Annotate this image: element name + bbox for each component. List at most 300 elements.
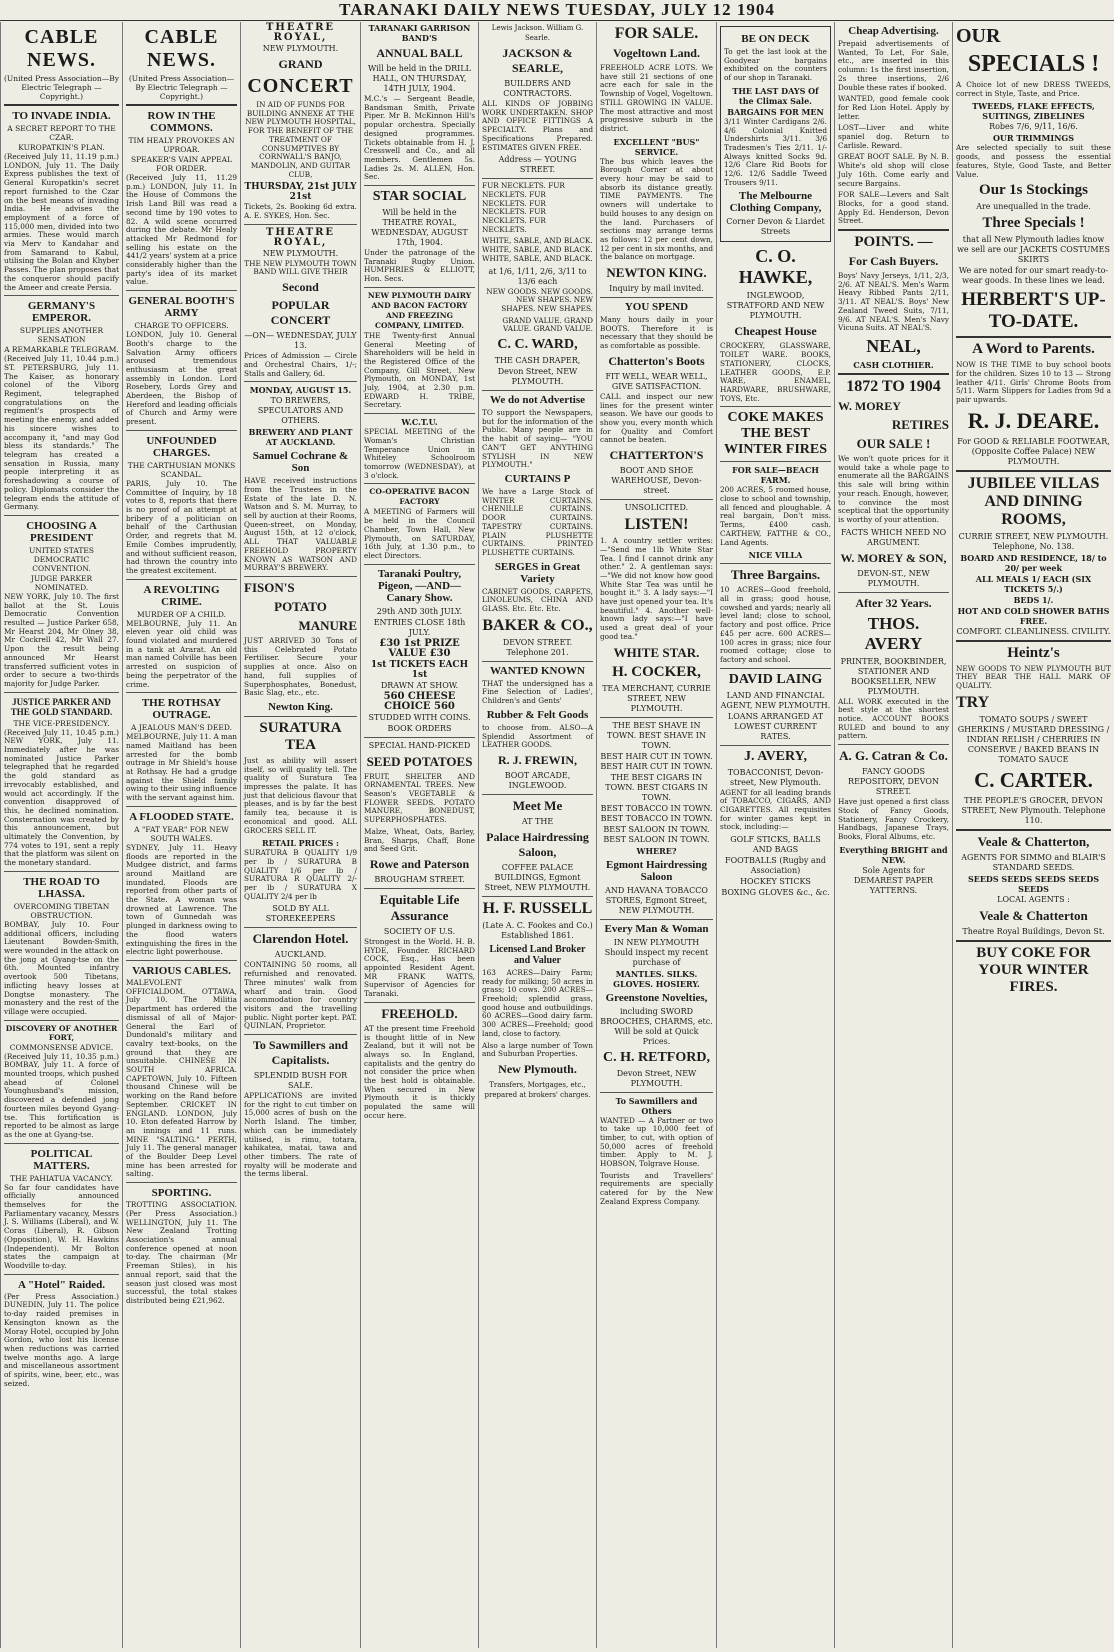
headline-commons: ROW IN THE COMMONS.: [147, 110, 216, 134]
catran-body: Have just opened a first class Stock of Fancy Goods, Stationery, Fancy Crockery, Handbags, Japanese Trays, Books, Floral Albums, etc.: [838, 797, 949, 841]
deare-title: R. J. DEARE.: [967, 407, 1100, 433]
subhead: A SECRET REPORT TO THE CZAR.: [7, 124, 116, 142]
headline-booth: GENERAL BOOTH'S ARMY: [128, 295, 235, 320]
newton-king: Newton King.: [268, 700, 333, 713]
rowe-paterson: Rowe and Paterson: [369, 856, 470, 871]
advertise-body: TO support the Newspapers, but for the information of the Public. Many people are in the habit of saying— "YOU CAN'T GET ANYTHING STYLISH IN NEW PLYMOUTH.": [482, 408, 593, 470]
comfort: COMFORT. CLEANLINESS. CIVILITY.: [956, 626, 1111, 636]
listen-title: LISTEN!: [624, 516, 689, 534]
book-orders: BOOK ORDERS: [387, 723, 452, 733]
star-body: Will be held in the THEATRE ROYAL, WEDNESDAY, AUGUST 17th, 1904.: [371, 208, 468, 248]
beds: BEDS 1/.: [1013, 594, 1054, 605]
laing-loans: LOANS ARRANGED AT LOWEST CURRENT RATES.: [727, 711, 824, 741]
specials-body: A Choice lot of new DRESS TWEEDS, correct in Style, Taste, and Price.: [956, 80, 1111, 98]
subhead: SPEAKER'S VAIN APPEAL FOR ORDER.: [131, 155, 232, 173]
melbourne-sub: Corner Devon & Liardet Streets: [726, 217, 825, 237]
retires-title: RETIRES: [891, 416, 949, 432]
article-body: LONDON, July 10. General Booth's charge to the Salvation Army officers aroused tremendous enthusiasm at the great assembly in London. Lord Rosebery, Lords Grey and Aberdeen, the Bishop of Hereford and leading officials of Church and Army were present.: [126, 330, 237, 427]
golf: GOLF STICKS, BALLS AND BAGS: [730, 835, 821, 855]
headline-rothsay: THE ROTHSAY OUTRAGE.: [141, 697, 222, 722]
auction-brewery: BREWERY AND PLANT AT AUCKLAND.: [248, 427, 353, 448]
jackson-title: JACKSON & SEARLE,: [502, 46, 573, 75]
column-ads-3: [240, 22, 360, 1648]
concert-title: CONCERT: [247, 75, 354, 97]
headline-fort: DISCOVERY OF ANOTHER FORT,: [5, 1023, 118, 1042]
egmont-sub: AND HAVANA TOBACCO STORES, Egmont Street, NEW PLYMOUTH.: [605, 885, 708, 915]
subhead: SUPPLIES ANOTHER SENSATION: [19, 326, 104, 345]
dairy-body: THE Twenty-first Annual General Meeting of Shareholders will be held in the Registered Office of the Company, Gill Street, New Plymouth, on MONDAY, 1st July, 1904, at 2.30 p.m. EDWARD H. TRIBE, Secretary.: [364, 330, 475, 410]
seed-list: Malze, Wheat, Oats, Barley, Bran, Sharps, Chaff, Bone and Seed Grit.: [364, 826, 475, 854]
retford-title: C. H. RETFORD,: [603, 1049, 710, 1065]
ward-title: C. C. WARD,: [497, 337, 578, 353]
palace-title: Palace Hairdressing Saloon,: [486, 829, 589, 859]
laing-title: DAVID LAING: [728, 671, 823, 687]
morey-son-sub: DEVON-ST., NEW PLYMOUTH.: [857, 568, 930, 588]
herbert-title: HERBERT'S UP-TO-DATE.: [961, 289, 1106, 333]
equitable-body: Strongest in the World. H. B. HYDE, Founder. RICHARD COCK, Esq., Has been appointed Resident Agent. MR FRANK WATTS, Supervisor of Agencies for Taranaki.: [364, 936, 475, 999]
prize-2: 1st TICKETS EACH 1st: [370, 659, 469, 680]
three-specials: Three Specials !: [982, 215, 1085, 232]
subhead: THE PAHIATUA VACANCY.: [10, 1173, 113, 1183]
jackson-address: Address — YOUNG STREET.: [498, 155, 577, 175]
fur-necklets: FUR NECKLETS. FUR NECKLETS. FUR NECKLETS. FUR NECKLETS. FUR NECKLETS. FUR NECKLETS.: [482, 181, 565, 234]
every-sub: IN NEW PLYMOUTH Should inspect my recent purchase of: [604, 937, 709, 967]
egmont-saloon: Egmont Hairdressing Saloon: [606, 858, 707, 883]
robes: Robes 7/6, 9/11, 16/6.: [989, 122, 1078, 132]
sawmillers-body: WANTED — A Partner or two to take up 10,000 feet of timber, to cut, with option of 50,000 acres of freehold timber. Apply to M. J. HOBSON, Tolgrave House.: [600, 1115, 713, 1169]
baker-sub: DEVON STREET. Telephone 201.: [502, 637, 573, 657]
cheapest-house: Cheapest House: [734, 324, 817, 339]
wctu-heading: W.C.T.U.: [401, 417, 438, 428]
chatterton-2-sub: BOOT AND SHOE WAREHOUSE, Devon-street.: [611, 466, 702, 496]
catran-title: A. G. Catran & Co.: [839, 748, 948, 764]
classified-wanted: WANTED, good female cook for Red Lion Hotel. Apply by letter.: [838, 94, 949, 121]
our-label: OUR: [956, 25, 1001, 47]
stockings-body: Are unequalled in the trade.: [976, 202, 1091, 212]
best-shave: THE BEST SHAVE IN TOWN. BEST SHAVE IN TOWN.: [607, 720, 706, 750]
headline-hotel-raided: A "Hotel" Raided.: [17, 1278, 106, 1291]
subhead: MURDER OF A CHILD.: [136, 609, 227, 619]
chatterton-body: CALL and inspect our new lines for the present winter season. We have our goods to show you, every month which for Quality and Comfort cannot be beaten.: [600, 391, 713, 445]
article-body: SYDNEY, July 11. Heavy floods are reported in the Mudgee district, and farms around Maitland are inundated. Floods are reported from other parts of the State. A woman was drowned at Lawrence. The town of Gunnedah was plunged in darkness owing to the flood waters extinguishing the fires in the electric light powerhouse.: [126, 842, 237, 957]
subhead: KUROPATKIN'S PLAN.: [18, 143, 105, 152]
freehold-title: FREEHOLD.: [381, 1005, 458, 1021]
curtains-title: CURTAINS P: [504, 472, 571, 485]
chatterton-2: CHATTERTON'S: [609, 448, 704, 463]
ball-detail: M.C.'s — Sergeant Beadle, Bandsman Smith, Private Piper. Mr B. McKinnon Hill's popular orchestra. Specially designed programmes. Tickets obtainable from H. J. Cresswell and Co., and all members. Gentlemen 5s. Ladies 2s. M. ALLEN, Hon. Sec.: [364, 94, 475, 182]
jackson-sub: BUILDERS AND CONTRACTORS.: [503, 79, 572, 98]
wanted-known: WANTED KNOWN: [489, 664, 586, 677]
equitable-title: Equitable Life Assurance: [379, 891, 460, 923]
second-label: Second: [282, 280, 319, 295]
points-title: POINTS. —: [854, 234, 933, 251]
article-body: (Received July 11, 10.44 p.m.) ST. PETERSBURG, July 11. The Kaiser, as honorary colonel of the Viborg Regiment, telegraphed congratulations on the regiment's prospects of meeting the enemy, and added his sincere wishes to accompany it, "and may God bless its standards." The telegram has created a sensation in Russia, many people interpreting it as foreshadowing a course of policy. Diplomats consider the telegram ends the attitude of Germany.: [4, 354, 119, 512]
russell-sub: (Late A. C. Fookes and Co.) Established 1861.: [482, 920, 593, 940]
article-body: (Received July 11, 11.29 p.m.) LONDON, July 11. In the House of Commons the Irish Land Bill was read a second time by 190 votes to 82. A wild scene occurred during the debate. Mr Healy attacked Mr Redmond for selling his estate on the 441/2 years' system at a price considerably higher than the party's idea of its market value.: [126, 173, 237, 287]
col1-subtitle: (United Press Association—By Electric Telegraph — Copyright.): [4, 74, 119, 101]
transfers: Transfers, Mortgages, etc., prepared at brokers' charges.: [484, 1080, 591, 1099]
article-body: (Received July 11, 10.35 p.m.) BOMBAY, July 11. A force of mounted troops, which pushed ahead of Colonel Younghusband's mission, discovered a defended jong fourteen miles beyond Gyang-tse. This fortification is reported to be almost as large as the one at Gyang-tse.: [4, 1051, 119, 1139]
seeds-list: SEEDS SEEDS SEEDS SEEDS SEEDS: [967, 873, 1100, 894]
column-ads-4: [360, 22, 478, 1648]
band-body: THE NEW PLYMOUTH TOWN BAND WILL GIVE THEIR: [244, 258, 357, 277]
article-body: NEW YORK, July 10. The first ballot at the St. Louis Democratic Convention resulted — Justice Parker 658, Mr Hearst 204, Mr Olney 38, Mr Cockrell 42, Mr Wall 27. Upon the result being announced Mr Hearst transferred sufficient votes in order to secure a two-thirds majority for Judge Parker.: [4, 591, 119, 688]
sold-by: SOLD BY ALL STOREKEEPERS: [265, 904, 336, 924]
column-ads-8: [834, 22, 952, 1648]
nice-villa: NICE VILLA: [748, 550, 803, 561]
try-list: TOMATO SOUPS / SWEET GHERKINS / MUSTARD DRESSING / INDIAN RELISH / CHERRIES IN CONSERVE / BAKED BEANS IN TOMATO SAUCE: [957, 714, 1110, 764]
poultry-date: 29th AND 30th JULY.: [376, 606, 463, 616]
where: WHERE?: [636, 845, 677, 856]
entries-close: ENTRIES CLOSE 18th JULY.: [373, 617, 466, 637]
palace-sub: COFFEE PALACE BUILDINGS, Egmont Street, NEW PLYMOUTH.: [484, 862, 591, 892]
deare-sub: For GOOD & RELIABLE FOOTWEAR, (Opposite Coffee Palace) NEW PLYMOUTH.: [957, 436, 1110, 466]
suburban: Also a large number of Town and Suburban Properties.: [482, 1040, 593, 1059]
russell-title: H. F. RUSSELL: [482, 899, 593, 917]
yatterns: Sole Agents for DEMAREST PAPER YATTERNS.: [853, 865, 934, 895]
our-sale: OUR SALE !: [856, 435, 931, 451]
mantles: MANTLES. SILKS. GLOVES. HOSIERY.: [613, 968, 700, 989]
thos-avery-sub: PRINTER, BOOKBINDER, STATIONER AND BOOKSELLER, NEW PLYMOUTH.: [840, 656, 947, 696]
frewin-sub: BOOT ARCADE, INGLEWOOD.: [504, 770, 571, 790]
article-body: (Received July 11, 10.45 p.m.) NEW YORK, July 11. Immediately after he was nominated Justice Parker telegraphed that he regarded the gold standard as irrevocably established, and would act accordingly. If the convention disapproved of this, he declined nomination. Consternation was created by this announcement, but ultimately the Convention, by 774 votes to 191, sent a reply that the platform was silent on the monetary standard.: [4, 727, 119, 868]
serges-body: CABINET GOODS, CARPETS, LINOLEUMS, CHINA AND GLASS. Etc. Etc. Etc.: [482, 586, 593, 614]
newton-king-2: NEWTON KING.: [606, 265, 707, 281]
advertise-title: We do not Advertise: [489, 394, 586, 407]
carter-sub: THE PEOPLE'S GROCER, DEVON STREET, New Plymouth. Telephone 110.: [961, 795, 1106, 825]
auction-notice: TO BREWERS, SPECULATORS AND OTHERS.: [257, 396, 344, 426]
excellent-body: The bus which leaves the Borough Corner at about every hour may be said to absorb its distance greatly. TIME PAYMENTS. The owners will undertake to build houses to any design on the land. Purchasers of sections may arrange terms as follows: 12 per cent down, 12 per cent in six months, and the balance on mortgage.: [600, 156, 713, 262]
greenstone-title: Greenstone Novelties,: [605, 991, 708, 1004]
wctu-body: SPECIAL MEETING of the Woman's Christian Temperance Union in Whiteley Schoolroom tomorrow (WEDNESDAY), at 3 o'clock.: [364, 427, 475, 480]
curtains-body: We have a Large Stock of WINTER CURTAINS. CHENILLE CURTAINS. DOOR CURTAINS. TAPESTRY CURTAINS. PLAIN PLUSHETTE CURTAINS. PRINTED PLUSHETTE CURTAINS.: [482, 486, 593, 557]
three-body: that all New Plymouth ladies know we sell are our JACKETS COSTUMES SKIRTS: [957, 235, 1110, 265]
beach-farm: FOR SALE—BEACH FARM.: [732, 465, 819, 486]
article-body: TROTTING ASSOCIATION. (Per Press Association.) WELLINGTON, July 11. The New Zealand Trotting Association's annual conference opened at noon to-day. The chairman (Mr Freeman Stiles), in his annual report, said that the season just closed was most successful, the total stakes distributed being £21,962.: [126, 1200, 237, 1305]
grand-label: GRAND: [278, 57, 323, 71]
theatre-heading: THEATRE ROYAL,: [265, 22, 336, 43]
suratura-body: Just as ability will assert itself, so will quality tell. The quality of Suratura Tea impresses the palate. It has just that delicious flavour that pleases, and is by far the best family tea, because it is economical and good. ALL GROCERS SELL IT.: [244, 755, 357, 835]
fison-title: FISON'S: [244, 579, 295, 595]
hockey: HOCKEY STICKS: [740, 877, 811, 887]
article-body: (Per Press Association.) DUNEDIN, July 11. The police to-day raided premises in Kensington known as the Moray Hotel, occupied by John Gordon, who lost his license when reductions was carried twelve months ago. A large and miscellaneous assortment of spirits, wine, beer, etc., was seized.: [4, 1291, 119, 1388]
boxing: BOXING GLOVES &c., &c.: [721, 888, 830, 898]
theatre-location-2: NEW PLYMOUTH.: [262, 248, 339, 258]
neal-sub: CASH CLOTHIER.: [853, 359, 934, 370]
parents-body: NOW IS THE TIME to buy school boots for the children. Sizes 10 to 13 — Strong leather 4/11. Girls' Chrome Boots from 5/11. Warm Slippers for Ladies from 9d a pair upwards.: [956, 360, 1111, 405]
best-saloon: BEST SALOON IN TOWN. BEST SALOON IN TOWN.: [603, 824, 710, 844]
hawke-sub: INGLEWOOD, STRATFORD AND NEW PLYMOUTH.: [726, 291, 825, 321]
thos-avery: THOS. AVERY: [864, 613, 923, 653]
frewin-title: R. J. FREWIN,: [497, 752, 577, 767]
rubber-body: to choose from. ALSO—A Splendid Assortment of LEATHER GOODS.: [482, 722, 593, 750]
board: BOARD AND RESIDENCE, 18/ to 20/ per week: [960, 552, 1107, 573]
subhead: A "FAT YEAR" FOR NEW SOUTH WALES.: [134, 824, 229, 843]
headline-crime: A REVOLTING CRIME.: [143, 583, 220, 608]
cocker-title: H. COCKER,: [612, 663, 701, 680]
clarendon-location: AUCKLAND.: [274, 950, 327, 960]
three-bargains-body: 10 ACRES—Good freehold, all in grass; good house, cowshed and yards; nearly all level land; close to school, factory and post office. Price £45 per acre. 600 ACRES—100 acres in grass; nice four roomed cottage; close to factory and school.: [720, 585, 831, 664]
freehold-body: AT the present time Freehold is thought little of in New Zealand, but it will not be always so. In England, capitalists and the gentry do not consider the price when the best hold is obtainable. When secured in New Plymouth it is thickly populated the same will occur here.: [364, 1023, 475, 1120]
classified-lost: LOST—Liver and white spaniel dog. Return to Carlisle. Reward.: [838, 123, 949, 150]
cheapest-list: CROCKERY, GLASSWARE, TOILET WARE. BOOKS, STATIONERY, CLOCKS, LEATHER GOODS, E.P. WARE, ENAMEL, HARDWARE, BRUSHWARE, TOYS, Etc.: [720, 341, 831, 403]
dairy-heading: NEW PLYMOUTH DAIRY AND BACON FACTORY AND FREEZING COMPANY, LIMITED.: [367, 290, 472, 330]
tweeds: TWEEDS, FLAKE EFFECTS, SUITINGS, ZIBELINES: [972, 101, 1095, 122]
white-star: WHITE STAR.: [613, 644, 700, 660]
deck-ad: [720, 26, 831, 242]
column-ads-5: [478, 22, 596, 1648]
trimmings-body: Are selected specially to suit these goods, and possess the essential features, Style, Good Taste, and Better Value.: [956, 143, 1111, 179]
avery-title: J. AVERY,: [744, 748, 807, 764]
everything: Everything BRIGHT and NEW.: [839, 844, 948, 865]
sawmill-sub: SPLENDID BUSH FOR SALE.: [253, 1071, 348, 1091]
avery-body: AGENT for all leading brands of TOBACCO, CIGARS, AND CIGARETTES. All requisites for winter games kept in stock, including:—: [720, 787, 831, 832]
manure-title: MANURE: [298, 617, 357, 633]
coke-ad: COKE MAKES THE BEST WINTER FIRES: [723, 410, 828, 458]
buy-coke: BUY COKE FOR YOUR WINTER FIRES.: [976, 944, 1091, 995]
specials-title: SPECIALS !: [967, 51, 1100, 77]
bargains-list: 3/11 Winter Cardigans 2/6. 4/6 Colonial Knitted Undershirts 3/11. 3/6 Tradesmen's Ties 2/11. 1/- Always knitted Socks 9d. 12/6 Clare Rid Boots for 12/6. 12/6 Saddle Tweed Trousers 9/11.: [724, 116, 827, 187]
sawmill-title: To Sawmillers and Capitalists.: [253, 1038, 348, 1068]
retail-prices: RETAIL PRICES :: [261, 838, 339, 849]
fur-colors: WHITE, SABLE, AND BLACK. WHITE, SABLE, AND BLACK. WHITE, SABLE, AND BLACK.: [482, 236, 593, 263]
deck-title: BE ON DECK: [741, 33, 810, 45]
veale-2-sub: Theatre Royal Buildings, Devon St.: [962, 926, 1105, 936]
headline-president: CHOOSING A PRESIDENT: [26, 519, 97, 544]
meet-me: Meet Me: [512, 797, 563, 813]
football: FOOTBALLS (Rugby and Association): [725, 856, 826, 876]
subhead: A REMARKABLE TELEGRAM.: [4, 345, 119, 355]
equitable-sub: SOCIETY OF U.S.: [383, 926, 456, 936]
subhead: THE VICE-PRESIDENCY.: [13, 718, 110, 728]
spend-body: Many hours daily in your BOOTS. Therefore it is necessary that they should be as comfortable as possible.: [600, 315, 713, 351]
concert-body: IN AID OF FUNDS FOR BUILDING ANNEXE AT THE NEW PLYMOUTH HOSPITAL, FOR THE BENEFIT OF THE TREATMENT OF CONSUMPTIVES BY CORNWALL'S BANJO, MANDOLIN, AND GUITAR CLUB,: [245, 100, 356, 179]
column-ads-6: [596, 22, 716, 1648]
popular-prices: Prices of Admission — Circle and Orchestral Chairs, 1/-; Stalls and Gallery, 6d.: [244, 351, 357, 378]
column-cable-news: [0, 22, 122, 1648]
hawke-title: C. O. HAWKE,: [738, 246, 813, 288]
headline-parker: JUSTICE PARKER AND THE GOLD STANDARD.: [10, 696, 113, 717]
cheap-advertising: Cheap Advertising.: [848, 25, 939, 37]
carter-title: C. CARTER.: [974, 767, 1093, 792]
tourists: Tourists and Travellers' requirements are specially catered for by the New Zealand Express Company.: [600, 1170, 713, 1206]
cochrane-body: HAVE received instructions from the Trustees in the Estate of the late D. N. Watson and S. M. Murray, to sell by auction at their Rooms, Queen-street, on Monday, August 15th, at 12 o'clock, ALL THAT VALUABLE FREEHOLD PROPERTY KNOWN AS WATSON AND MURRAY'S BREWERY.: [244, 476, 357, 573]
seed-title: SEED POTATOES: [366, 753, 473, 769]
best-tobacco: BEST TOBACCO IN TOWN. BEST TOBACCO IN TOWN.: [600, 803, 713, 823]
column-cable-news-2: [122, 22, 240, 1648]
broker-body: 163 ACRES—Dairy Farm; ready for milking; 50 acres in grass; 10 cows. 200 ACRES—Freehold; splendid grass, good house and outbuildings. 60 ACRES—Good dairy farm. 300 ACRES—Freehold; good land, close to factory.: [482, 967, 593, 1038]
article-body: MELBOURNE, July 11. An eleven year old child was found violated and murdered in a tank at Ararat. An old man named Colville has been arrested on suspicion of being the perpetrator of the crime.: [126, 618, 237, 689]
seed-body: FRUIT, SHELTER AND ORNAMENTAL TREES. New Season's VEGETABLE & FLOWER SEEDS. POTATO MANURE, BONEDUST, SUPERPHOSPHATES.: [364, 771, 475, 825]
laing-sub: LAND AND FINANCIAL AGENT, NEW PLYMOUTH.: [720, 690, 831, 710]
heintz-title: Heintz's: [1007, 644, 1060, 661]
popular-date: —ON— WEDNESDAY, JULY 13.: [244, 331, 357, 351]
suratura-list: SURATURA B QUALITY 1/9 per lb / SURATURA B QUALITY 1/6 per lb / SURATURA R QUALITY 2/- per lb / SURATURA X QUALITY 2/4 per lb: [244, 848, 357, 901]
cochrane-title: Samuel Cochrane & Son: [252, 450, 349, 475]
new-plymouth: New Plymouth.: [498, 1061, 577, 1076]
col2-subtitle: (United Press Association—By Electric Telegraph — Copyright.): [128, 74, 235, 101]
deck-body: To get the last look at the Goodyear bargains exhibited on the counters of our shop in Taranaki.: [724, 47, 827, 83]
after-years: After 32 Years.: [855, 595, 932, 610]
morey-son: W. MOREY & SON,: [840, 550, 947, 565]
auction-date: MONDAY, AUGUST 15.: [249, 385, 352, 396]
rubber-title: Rubber & Felt Goods: [486, 708, 589, 721]
headline-lhassa: THE ROAD TO LHASSA.: [23, 875, 100, 900]
fur-price: at 1/6, 1/11, 2/6, 3/11 to 13/6 each: [488, 266, 587, 286]
beach-farm-body: 200 ACRES, 5 roomed house, close to school and township, all fenced and ploughable. A real bargain, Don't miss. Terms, £400 cash. CARTHEW, FATTHE & CO., Land Agents.: [720, 485, 831, 547]
grand-value: GRAND VALUE. GRAND VALUE. GRAND VALUE.: [502, 315, 593, 334]
jackson-top: Lewis Jackson. William G. Searle.: [491, 24, 584, 42]
jubilee-title: JUBILEE VILLAS AND DINING ROOMS,: [967, 474, 1100, 528]
classified-forsale: FOR SALE—Levers and Salt Blocks, for a good stand. Apply Ed. Henderson, Devon Street.: [838, 190, 949, 226]
points-list: Boys' Navy Jerseys, 1/11, 2/3, 2/6. AT NEAL'S. Men's Warm Heavy Ribbed Pants 2/11, 3/11. AT NEAL'S. Boys' New Zealand Tweed Suits, 7/11, 9/6. AT NEAL'S. Men's Navy Vicuna Suits. AT NEAL'S.: [838, 271, 949, 333]
star-detail: Under the patronage of the Taranaki Rugby Union. HUMPHRIES & ELLIOTT, Hon. Secs.: [364, 248, 475, 284]
hot-cold: HOT AND COLD SHOWER BATHS FREE.: [957, 605, 1110, 626]
best-cut: BEST HAIR CUT IN TOWN. BEST HAIR CUT IN TOWN.: [600, 751, 713, 771]
neal-title: NEAL,: [866, 335, 921, 356]
every-man-woman: Every Man & Woman: [604, 922, 709, 935]
ward-address: Devon Street, NEW PLYMOUTH.: [497, 367, 578, 387]
ward-sub: THE CASH DRAPER,: [494, 356, 581, 366]
headline-political: POLITICAL MATTERS.: [30, 1147, 93, 1172]
headline-germany: GERMANY'S EMPEROR.: [27, 300, 96, 325]
sawmillers-others: To Sawmillers and Others: [615, 1095, 698, 1116]
local-agents: LOCAL AGENTS :: [997, 894, 1070, 904]
sawmill-body: APPLICATIONS are invited for the right to cut timber on 15,000 acres of bush on the North Island. The timber, which can be immediately utilised, is rimu, totara, kahikatea, matai, tawa and other timbers. The rate of royalty will be moderate and the terms liberal.: [244, 1091, 357, 1179]
inquiry: Inquiry by mail invited.: [609, 284, 704, 294]
theatre-location: NEW PLYMOUTH.: [262, 44, 339, 53]
last-days: THE LAST DAYS Of the Climax Sale.: [732, 85, 819, 106]
melbourne-title: The Melbourne Clothing Company,: [729, 190, 822, 215]
studded-coins: STUDDED WITH COINS.: [368, 712, 471, 722]
masthead: TARANAKI DAILY NEWS TUESDAY, JULY 12 1904: [0, 0, 1114, 21]
coop-heading: CO-OPERATIVE BACON FACTORY: [369, 487, 470, 507]
excellent-service: EXCELLENT "BUS" SERVICE.: [613, 136, 700, 157]
noted: We are noted for our smart ready-to-wear goods. In these lines we lead.: [958, 266, 1109, 286]
ball-heading: TARANAKI GARRISON BAND'S: [368, 23, 471, 43]
meet-at: AT THE: [521, 816, 554, 826]
parents-title: A Word to Parents.: [972, 341, 1095, 358]
headline-invade-india: TO INVADE INDIA.: [12, 110, 111, 122]
retford-sub: Devon Street, NEW PLYMOUTH.: [616, 1068, 697, 1088]
forsale-title: FOR SALE.: [614, 25, 699, 42]
article-body: PARIS, July 10. The Committee of Inquiry, by 18 votes to 8, reports that there is no proof of an attempt at bribery of a politician on behalf of the Carthusian Order, and regrets that M. Emile Combes imprudently, and without sufficient reason, had thrown the country into the greatest excitement.: [126, 478, 237, 575]
years-span: 1872 TO 1904: [846, 377, 941, 395]
our-trimmings: OUR TRIMMINGS: [992, 133, 1075, 144]
potato-title: POTATO: [274, 598, 327, 614]
col2-title: CABLE NEWS.: [144, 26, 219, 71]
thos-avery-body: ALL WORK executed in the best style at the shortest notice. ACCOUNT BOOKS RULED and bound to any pattern.: [838, 696, 949, 741]
subhead: UNITED STATES DEMOCRATIC CONVENTION.: [28, 545, 95, 573]
you-spend: YOU SPEND: [624, 301, 689, 314]
theatre-heading-2: THEATRE ROYAL,: [265, 226, 336, 248]
meals: ALL MEALS 1/ EACH (SIX TICKETS 5/.): [975, 573, 1092, 594]
subhead: JUDGE PARKER NOMINATED.: [30, 573, 93, 592]
morey-title: W. MOREY: [838, 398, 901, 413]
three-bargains: Three Bargains.: [730, 567, 821, 583]
column-ads-7: [716, 22, 834, 1648]
cocker-sub: TEA MERCHANT, CURRIE STREET, NEW PLYMOUTH.: [602, 683, 711, 713]
vogel-body: FREEHOLD ACRE LOTS. We have still 21 sections of one acre each for sale in the Township of Vogel, Vogeltown. STILL GROWING IN VALUE. The most attractive and most progressive suburb in the district.: [600, 63, 713, 133]
classified-boot-sale: GREAT BOOT SALE. By N. B. White's old shop will close July 16th. Come early and secure Bargains.: [838, 152, 949, 188]
best-cigars: THE BEST CIGARS IN TOWN. BEST CIGARS IN TOWN.: [605, 772, 708, 802]
headline-sporting: SPORTING.: [151, 1187, 212, 1200]
catran-sub: FANCY GOODS REPOSITORY, DEVON STREET.: [848, 767, 939, 797]
subhead: OVERCOMING TIBETAN OBSTRUCTION.: [13, 901, 110, 920]
bargains-for-men: BARGAINS FOR MEN: [727, 106, 824, 117]
chatterton-sub: FIT WELL, WEAR WELL, GIVE SATISFACTION.: [605, 371, 708, 391]
wanted-body: THAT the undersigned has a Fine Selection of Ladies', Children's and Gents': [482, 678, 593, 706]
headline-charges: UNFOUNDED CHARGES.: [146, 434, 217, 459]
veale-title: Veale & Chatterton,: [977, 833, 1090, 849]
suratura-title: SURATURA TEA: [259, 719, 342, 753]
prize-1: £30 1st PRIZE VALUE £30: [379, 637, 460, 659]
prize-3: 560 CHEESE CHOICE 560: [383, 690, 456, 712]
unsolicited: UNSOLICITED.: [624, 503, 689, 513]
article-body: So far four candidates have officially announced themselves for the Parliamentary vacancy, Messrs J. S. Williams (Liberal), and W. Coras (Liberal), R. Gibson (Opposition), W. H. Hawkins (Independent). Mr Bolton states the campaign at Woodville to-day.: [4, 1182, 119, 1270]
article-body: MALEVOLENT OFFICIALDOM. OTTAWA, July 10. The Militia Department has ordered the dismissal of all of Major-General the Earl of Dundonald's military and cavalry text-books, on the ground that they are unsuitable. CHINESE IN SOUTH AFRICA. CAPETOWN, July 10. Fifteen thousand Chinese will be working on the Rand before September. CRICKET IN ENGLAND. LONDON, July 10. Eton defeated Harrow by an innings and 11 runs. MINE "SALTING." PERTH, July 11. The general manager of the Boulder Deep Level mine has been arrested for salting.: [126, 978, 237, 1179]
greenstone-sub: including SWORD BROOCHES, CHARMS, etc. Will be sold at Quick Prices.: [600, 1006, 713, 1046]
article-body: BOMBAY, July 10. Four additional officers, including Lieutenant Bowden-Smith, were wounded in the attack on the jong at Gyang-tse on the 6th. Mounted infantry overtook 500 Tibetans, inflicting heavy losses at Dongtse monastery. The monastery and the rest of the village were occupied.: [4, 919, 119, 1016]
seed-heading: SPECIAL HAND-PICKED: [368, 740, 471, 750]
ball-body: Will be held in the DRILL HALL, ON THURSDAY, 14TH JULY, 1904.: [368, 64, 471, 93]
clarendon-title: Clarendon Hotel.: [252, 931, 349, 947]
baker-title: BAKER & CO.,: [482, 616, 593, 634]
subhead: THE CARTHUSIAN MONKS SCANDAL.: [127, 460, 236, 479]
try-label: TRY: [956, 693, 990, 711]
ball-title: ANNUAL BALL: [376, 46, 463, 60]
chatterton-boots: Chatterton's Boots: [608, 353, 705, 368]
star-social: STAR SOCIAL: [372, 189, 467, 205]
popular-concert: POPULAR CONCERT: [270, 298, 331, 328]
concert-tickets: Tickets, 2s. Booking 6d extra. A. E. SYKES, Hon. Sec.: [244, 202, 357, 221]
facts: FACTS WHICH NEED NO ARGUMENT.: [840, 527, 947, 547]
headline-various: VARIOUS CABLES.: [132, 965, 231, 977]
article-body: (Received July 11, 11.19 p.m.) LONDON, July 11. The Daily Express publishes the text of General Kuropatkin's secret report furnished to the Czar on the best means of invading India. He advises the employment of a force of 115,000 men, divided into two armies. These would march via Merv to Kandahar and from Samarand to Kabul, utilising the Bolan and Khyber Passes. The plan proposes that the conqueror should pacify the Ameer and create Persia.: [4, 152, 119, 292]
avery-sub: TOBACCONIST, Devon-street, New Plymouth.: [727, 767, 824, 787]
subhead: COMMONSENSE ADVICE.: [9, 1042, 114, 1052]
drawn-at-show: DRAWN AT SHOW.: [380, 680, 459, 690]
jubilee-sub: CURRIE STREET, NEW PLYMOUTH. Telephone, No. 138.: [958, 531, 1109, 551]
listen-body: 1. A country settler writes:—"Send me 1lb White Star Tea. I find I cannot drink any other." 2. A gentleman says:—"We did not know how good White Star Tea was until he bought it." 3. A lady says:—"I have just opened your tea. It's beautiful." 4. Another well-known lady says:—"I have used a great deal of your good tea.": [600, 536, 713, 641]
col1-title: CABLE NEWS.: [24, 26, 99, 71]
poultry-title: Taranaki Poultry, Pigeon, —AND— Canary Show.: [377, 567, 462, 604]
cheap-body: Prepaid advertisements of Wanted, To Let, For Sale, etc., are inserted in this column: 1s the first insertion, 2s three insertions, 2/6 Double these rates if booked.: [838, 39, 949, 92]
veale-2-title: Veale & Chatterton: [979, 907, 1088, 923]
concert-date: THURSDAY, 21st JULY 21st: [244, 182, 357, 203]
vogeltown-title: Vogeltown Land.: [613, 46, 700, 60]
veale-sub: AGENTS FOR SIMMO and BLAIR'S STANDARD SEEDS.: [961, 852, 1106, 872]
jackson-body: ALL KINDS OF JOBBING WORK UNDERTAKEN. SHOP AND OFFICE FITTINGS A SPECIALTY. Plans and Specifications Prepared. ESTIMATES GIVEN FREE.: [482, 99, 593, 152]
article-body: MELBOURNE, July 11. A man named Maitland has been arrested for the bomb outrage in Mr Shield's house at Rothsay. He had a grudge against the Shield family owing to their using influence with the servant against him.: [126, 732, 237, 803]
subhead: TIM HEALY PROVOKES AN UPROAR.: [128, 136, 235, 154]
cash-buyers: For Cash Buyers.: [848, 254, 939, 269]
column-ads-9: [952, 22, 1114, 1648]
subhead: A JEALOUS MAN'S DEED.: [130, 723, 232, 733]
rowe-location: BROUGHAM STREET.: [374, 874, 465, 884]
headline-flooded: A FLOODED STATE.: [129, 810, 234, 823]
coop-body: A MEETING of Farmers will be held in the Council Chamber, Town Hall, New Plymouth, on SATURDAY, 16th July, at 1.30 p.m., to elect Directors.: [364, 507, 475, 560]
new-goods: NEW GOODS. NEW GOODS. NEW SHAPES. NEW SHAPES. NEW SHAPES.: [486, 286, 593, 313]
stockings-title: Our 1s Stockings: [979, 182, 1088, 199]
our-sale-body: We won't quote prices for it would take a whole page to enumerate all the BARGAINS this sale will bring within your reach. Enough, however, to convince the most sceptical that the opportunity is worthy of your attention.: [838, 453, 949, 524]
clarendon-body: CONTAINING 50 rooms, all refurnished and renovated. Three minutes' walk from wharf and train. Good accommodation for country visitors and the travelling public. Night porter kept. PAT. QUINLAN, Proprietor.: [244, 960, 357, 1031]
heintz-body: NEW GOODS TO NEW PLYMOUTH BUT THEY BEAR THE HALL MARK OF QUALITY.: [956, 663, 1111, 691]
fison-body: JUST ARRIVED 30 Tons of this Celebrated Potato Fertiliser. Secure your supplies at once. Also on hand, full supplies of Superphosphates, Bonedust, Basic Slag, etc., etc.: [244, 635, 357, 698]
serges-title: SERGES in Great Variety: [494, 560, 581, 585]
subhead: CHARGE TO OFFICERS.: [134, 321, 229, 331]
broker-title: Licensed Land Broker and Valuer: [489, 943, 586, 966]
